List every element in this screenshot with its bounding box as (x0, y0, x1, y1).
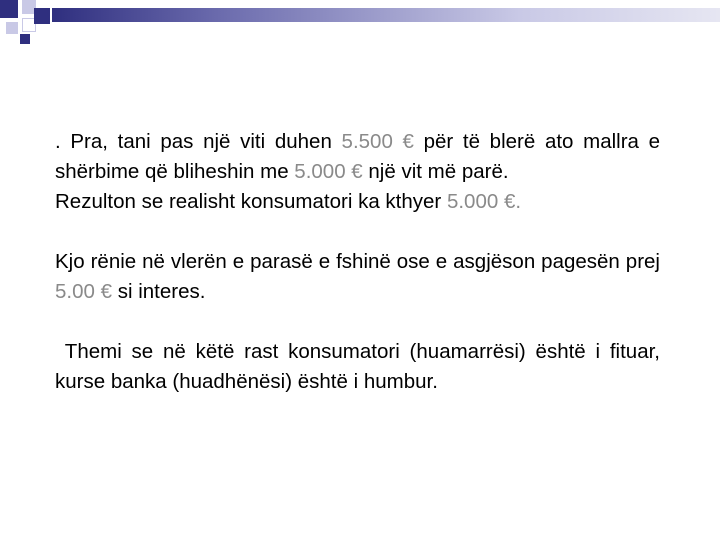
text-span: Rezulton se realisht konsumatori ka kthyer (55, 190, 447, 213)
slide-body (55, 127, 666, 397)
paragraph-3 (55, 247, 660, 307)
paragraph-4 (55, 337, 666, 397)
header-gradient-bar (52, 8, 720, 22)
decor-square (0, 0, 18, 18)
text-span: Kjo rënie në vlerën e parasë e fshinë ose e asgjëson pagesën prej (55, 250, 660, 273)
spacer (55, 307, 660, 337)
decor-square (6, 22, 18, 34)
amount-highlight: 5.000 €. (446, 190, 522, 213)
text-span: për të blerë ato mallra e shërbime që bliheshin me (55, 130, 661, 183)
paragraph-1 (55, 127, 660, 187)
text-span: . Pra, tani pas një viti duhen (55, 130, 342, 153)
amount-highlight: 5.000 € (294, 160, 363, 183)
amount-highlight: 5.500 € (341, 130, 414, 153)
text-span: Themi se në këtë rast konsumatori (huamarrësi) është i fituar, kurse banka (huadhënësi) është i humbur. (55, 340, 666, 393)
paragraph-2 (55, 187, 660, 217)
decor-square (20, 34, 30, 44)
spacer (55, 217, 660, 247)
decor-square (34, 8, 50, 24)
text-span: një vit më parë. (362, 160, 509, 183)
text-span: si interes. (112, 280, 206, 303)
amount-highlight: 5.00 € (55, 280, 112, 303)
